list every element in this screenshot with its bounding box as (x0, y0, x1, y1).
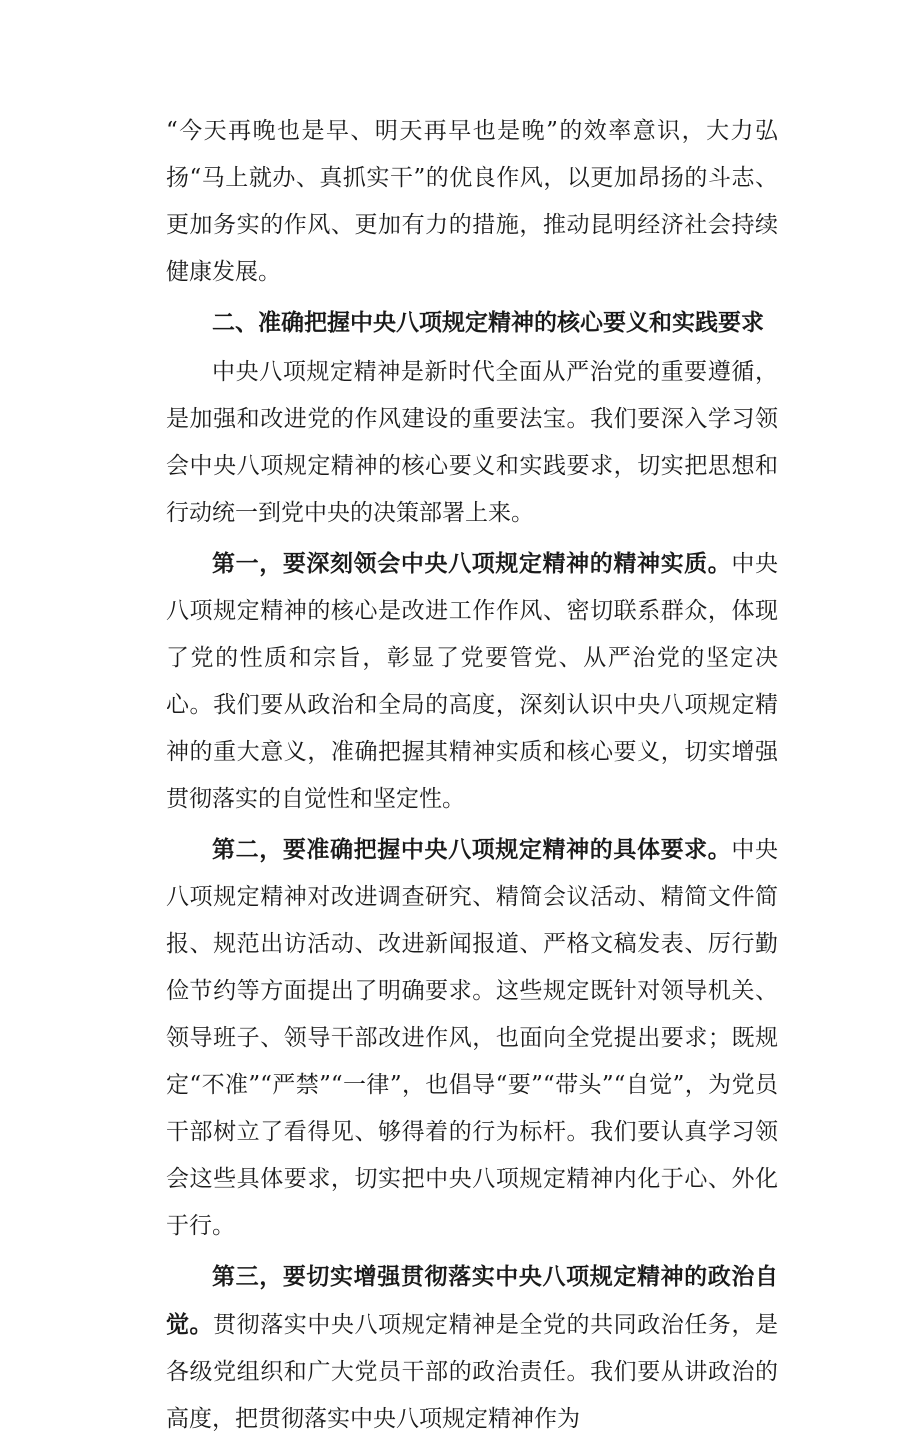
paragraph-lead: 第三，要切实增强贯彻落实中央八项规定精神的政治自觉。 (166, 1263, 778, 1338)
paragraph-second-point (166, 826, 778, 1250)
paragraph-text: 中央八项规定精神的核心是改进工作作风、密切联系群众，体现了党的性质和宗旨，彰显了党要管党、从严治党的坚定决心。我们要从政治和全局的高度，深刻认识中央八项规定精神的重大意义，准确把握其精神实质和核心要义，切实增强贯彻落实的自觉性和坚定性。 (166, 551, 779, 812)
section-heading (166, 299, 778, 346)
paragraph-continuation (166, 108, 778, 296)
paragraph-lead: 第一，要深刻领会中央八项规定精神的精神实质。 (212, 550, 732, 577)
paragraph-text: “今天再晚也是早、明天再早也是晚”的效率意识，大力弘扬“马上就办、真抓实干”的优良作风，以更加昂扬的斗志、更加务实的作风、更加有力的措施，推动昆明经济社会持续健康发展。 (166, 118, 778, 285)
paragraph-third-point (166, 1253, 778, 1443)
paragraph-first-point (166, 540, 778, 823)
paragraph-lead: 第二，要准确把握中央八项规定精神的具体要求。 (212, 836, 732, 863)
document-body (166, 108, 778, 1446)
paragraph-text: 中央八项规定精神是新时代全面从严治党的重要遵循，是加强和改进党的作风建设的重要法宝。我们要深入学习领会中央八项规定精神的核心要义和实践要求，切实把思想和行动统一到党中央的决策部署上来。 (166, 359, 778, 526)
paragraph-text: 贯彻落实中央八项规定精神是全党的共同政治任务，是各级党组织和广大党员干部的政治责任。我们要从讲政治的高度，把贯彻落实中央八项规定精神作为 (166, 1312, 779, 1432)
paragraph-text: 中央八项规定精神对改进调查研究、精简会议活动、精简文件简报、规范出访活动、改进新闻报道、严格文稿发表、厉行勤俭节约等方面提出了明确要求。这些规定既针对领导机关、领导班子、领导干部改进作风，也面向全党提出要求；既规定“不准”“严禁”“一律”，也倡导“要”“带头”“自觉”，为党员干部树立了看得见、够得着的行为标杆。我们要认真学习领会这些具体要求，切实把中央八项规定精神内化于心、外化于行。 (166, 837, 779, 1239)
section-heading-text: 二、准确把握中央八项规定精神的核心要义和实践要求 (212, 309, 764, 336)
paragraph-intro (166, 349, 778, 537)
